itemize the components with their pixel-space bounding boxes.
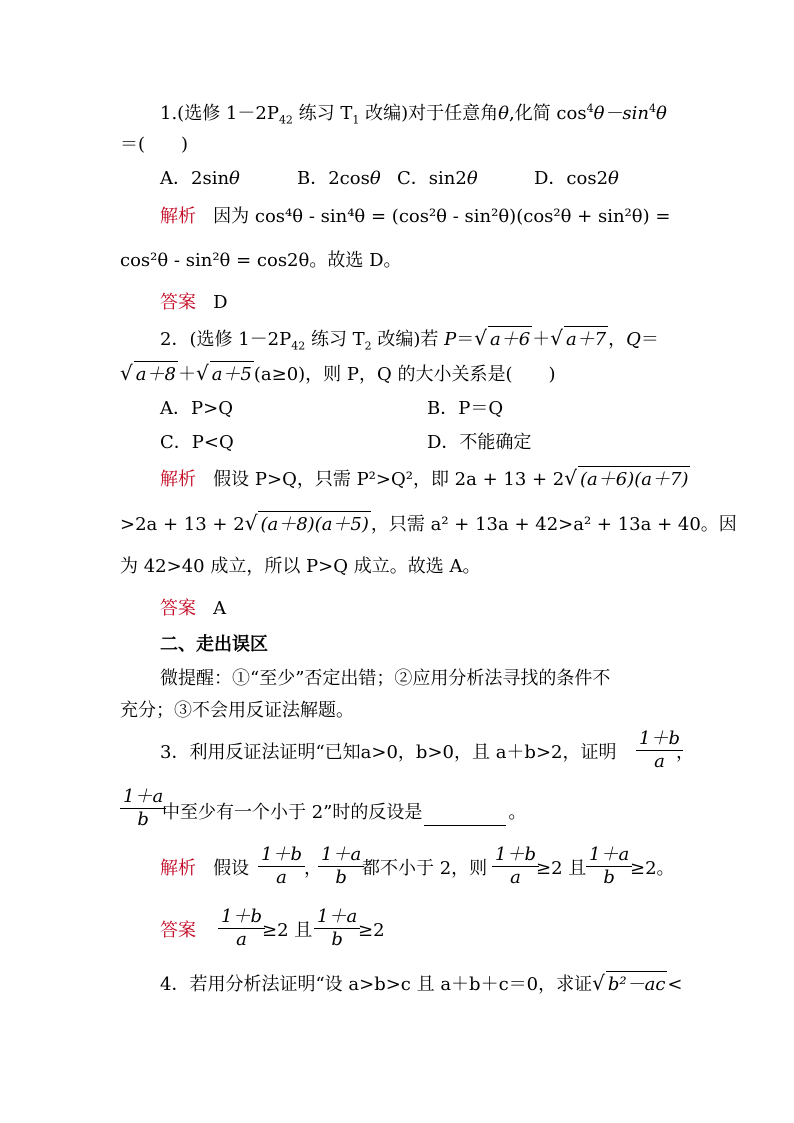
q2-sol-radicand-1: (a＋6)(a＋7) [578, 466, 690, 493]
q3-ans-frac-1: $\frac{1+b}{a}$ [218, 906, 265, 951]
jiexi-label: 解析 [160, 858, 196, 879]
q2-option-c: C．P<Q [160, 432, 234, 453]
q3-ans-end: ≥2 [358, 920, 385, 941]
q1-option-d: D．cos2θ [534, 168, 619, 189]
daan-label: 答案 [160, 598, 196, 619]
q1-option-d-line [534, 166, 619, 192]
q3-sol-mid: 都不小于 2，则 [362, 858, 488, 879]
q1-answer [160, 290, 228, 316]
tip-line-2: 充分；③不会用反证法解题。 [120, 700, 354, 721]
q2-answer-value: A [213, 598, 227, 619]
q2-radicand-2: a＋7 [564, 326, 608, 353]
q3-frac-1: $\frac{1+b}{a}$ [636, 728, 683, 773]
q1-line1 [160, 96, 667, 134]
q1-option-c-line [397, 166, 478, 192]
q1-sol-text2: cos²θ - sin²θ = cos2θ。故选 D。 [120, 250, 402, 271]
q2-sol-radicand-2: (a＋8)(a＋5) [258, 511, 370, 538]
q1-sub: 42 [278, 113, 293, 127]
jiexi-label: 解析 [160, 206, 196, 227]
q1-solution-2 [120, 248, 402, 274]
q1-sol-text: 因为 cos⁴θ - sin⁴θ = (cos²θ - sin²θ)(cos²θ + sin²θ) = [213, 206, 671, 227]
q3-text: 3．利用反证法证明“已知a>0，b>0，且 a＋b>2，证明 [160, 742, 617, 763]
q3-line2: 中至少有一个小于 2”时的反设是 。 [162, 800, 526, 826]
tip-line-1: 微提醒：①“至少”否定出错；②应用分析法寻找的条件不 [160, 668, 611, 689]
q2-line1: 2．(选修 $1-2P_{42}$ 练习 $T_2$ 改编)若 P＝√ a＋6 ＋√ a＋7 ，Q＝ [160, 326, 659, 353]
q2-radicand-4: a＋5 [210, 361, 254, 388]
q3-frac-2: $\frac{1+a}{b}$ [120, 786, 166, 831]
q1-text: 1.(选修 1－2P [160, 103, 279, 124]
q3-comma: ， [676, 742, 694, 763]
q1-answer-value: D [213, 292, 228, 313]
q3-sol-and: ≥2 且 [536, 858, 587, 879]
q1-options [160, 166, 240, 192]
q3-sol-comma: ， [304, 858, 322, 879]
q3-sol-frac-4: $\frac{1+a}{b}$ [586, 844, 632, 889]
q2-solution-1: 解析 假设 P>Q，只需 P²>Q²，即 2a + 13 + 2√ (a＋6)(a＋7) [160, 465, 690, 493]
q3-ans-frac-2: $\frac{1+a}{b}$ [314, 906, 360, 951]
q3-sol-frac-3: $\frac{1+b}{a}$ [492, 844, 539, 889]
q2-solution-3: 为 42>40 成立，所以 P>Q 成立。故选 A。 [120, 556, 481, 577]
q1-option-b-line [297, 166, 381, 192]
q3-sol-frac-1: $\frac{1+b}{a}$ [258, 844, 305, 889]
q3-sol-frac-2: $\frac{1+a}{b}$ [318, 844, 364, 889]
q2-condition: (a≥0)，则 P，Q 的大小关系是( ) [253, 364, 556, 385]
q3-sol-end: ≥2。 [630, 858, 675, 879]
answer-blank[interactable] [424, 807, 506, 826]
q1-theta: θ [498, 103, 509, 124]
q2-solution-2: >2a + 13 + 2√ (a＋8)(a＋5) ，只需 a² + 13a + 42>a² + 13a + 40。因 [120, 510, 737, 538]
q2-answer [160, 596, 226, 622]
q1-text-e: θ－sin [593, 103, 650, 124]
q1-line2 [120, 132, 188, 158]
section-title: 二、走出误区 [160, 634, 268, 655]
q2-option-b: B．P＝Q [427, 398, 504, 419]
q1-text-c: 改编)对于任意角 [359, 103, 499, 124]
q1-text-f: θ [656, 103, 667, 124]
q3-ans-and: ≥2 且 [262, 920, 313, 941]
q3-line1 [160, 740, 617, 766]
q1-sup2: 4 [649, 102, 657, 115]
q1-paren: ＝( ) [120, 134, 189, 155]
q3-solution: 解析 假设 [160, 858, 250, 879]
q4-radicand: b²－ac [606, 971, 668, 998]
q2-radicand-3: a＋8 [134, 361, 178, 388]
daan-label: 答案 [160, 920, 196, 941]
q1-option-a: A．2sinθ [160, 168, 240, 189]
q1-text-d: ,化简 cos [508, 103, 587, 124]
q1-sup: 4 [586, 102, 594, 115]
q2-radicand-1: a＋6 [488, 326, 532, 353]
q4-line1: 4．若用分析法证明“设 a>b>c 且 a＋b＋c＝0，求证√ b²－ac < [160, 970, 683, 998]
q1-option-c: C．sin2θ [397, 168, 478, 189]
q3-answer [160, 918, 196, 944]
q1-option-b: B．2cosθ [297, 168, 381, 189]
q2-line2: √ a＋8 ＋√ a＋5 (a≥0)，则 P，Q 的大小关系是( ) [120, 360, 556, 388]
q1-sub2: 1 [352, 113, 360, 127]
q2-option-a: A．P>Q [160, 398, 233, 419]
daan-label: 答案 [160, 292, 196, 313]
q1-solution-1 [160, 204, 670, 230]
jiexi-label: 解析 [160, 469, 196, 490]
q1-text-b: 练习 T [292, 103, 353, 124]
q2-option-d: D．不能确定 [427, 432, 532, 453]
